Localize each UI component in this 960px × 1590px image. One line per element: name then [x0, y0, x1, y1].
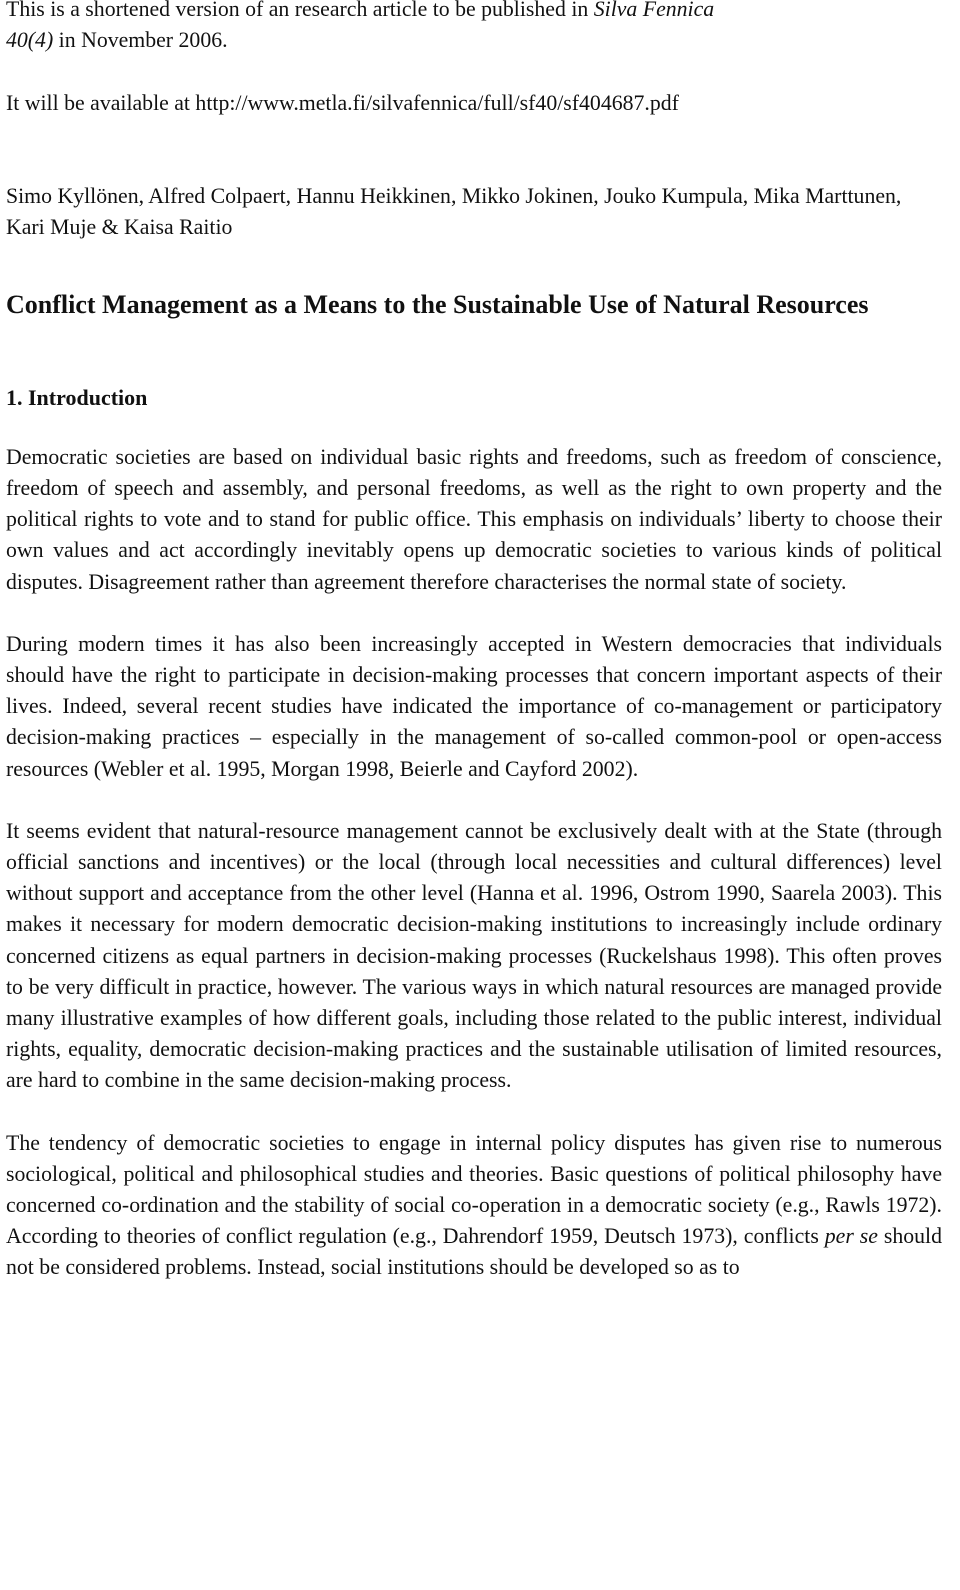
- notice-date: in November 2006.: [53, 28, 228, 53]
- body-paragraph: Democratic societies are based on individual basic rights and freedoms, such as freedom of conscience, freedom of speech and assembly, and personal freedoms, as well as the right to own property and the political rights to vote and to stand for public office. This emphasis on individuals’ liberty to choose their own values and act accordingly inevitably opens up democratic societies to various kinds of political disputes. Disagreement rather than agreement therefore characterises the normal state of society.: [6, 444, 942, 594]
- author-list: Simo Kyllönen, Alfred Colpaert, Hannu Heikkinen, Mikko Jokinen, Jouko Kumpula, Mika Marttunen, Kari Muje & Kaisa Raitio: [6, 184, 902, 240]
- notice-prefix: This is a shortened version of an research article to be published in: [6, 0, 594, 21]
- article-page: [6, 0, 942, 1284]
- italic-term: per se: [824, 1224, 878, 1249]
- section-heading: 1. Introduction: [6, 384, 148, 410]
- paragraph-text: The tendency of democratic societies to engage in internal policy disputes has given rise to numerous sociological, political and philosophical studies and theories. Basic questions of political philosophy have concerned co-ordination and the stability of social co-operation in a democratic society (e.g., Rawls 1972). According to theories of conflict regulation (e.g., Dahrendorf 1959, Deutsch 1973), conflicts: [6, 1130, 942, 1249]
- body-paragraph: During modern times it has also been increasingly accepted in Western democracies that individuals should have the right to participate in decision-making processes that concern important aspects of their lives. Indeed, several recent studies have indicated the importance of co-management or participatory decision-making practices – especially in the management of so-called common-pool or open-access resources (Webler et al. 1995, Morgan 1998, Beierle and Cayford 2002).: [6, 631, 942, 781]
- availability-link[interactable]: It will be available at http://www.metla.fi/silvafennica/full/sf40/sf404687.pdf: [6, 90, 679, 115]
- body-paragraph: It seems evident that natural-resource management cannot be exclusively dealt with at the State (through official sanctions and incentives) or the local (through local necessities and cultural differences) level without support and acceptance from the other level (Hanna et al. 1996, Ostrom 1990, Saarela 2003). This makes it necessary for modern democratic decision-making institutions to increasingly include ordinary concerned citizens as equal partners in decision-making processes (Ruckelshaus 1998). This often proves to be very difficult in practice, however. The various ways in which natural resources are managed provide many illustrative examples of how different goals, including those related to the public interest, individual rights, equality, democratic decision-making practices and the sustainable utilisation of limited resources, are hard to combine in the same decision-making process.: [6, 818, 942, 1093]
- paragraph-text: should not be considered problems. Instead, social institutions should be developed so as to: [6, 1224, 942, 1280]
- journal-issue: 40(4): [6, 28, 54, 53]
- publication-notice: [6, 0, 942, 119]
- body-paragraph: [6, 1128, 942, 1284]
- article-title: Conflict Management as a Means to the Sustainable Use of Natural Resources: [6, 289, 869, 319]
- notice-line: [6, 25, 942, 56]
- notice-line: [6, 0, 942, 25]
- journal-name: Silva Fennica: [593, 0, 715, 21]
